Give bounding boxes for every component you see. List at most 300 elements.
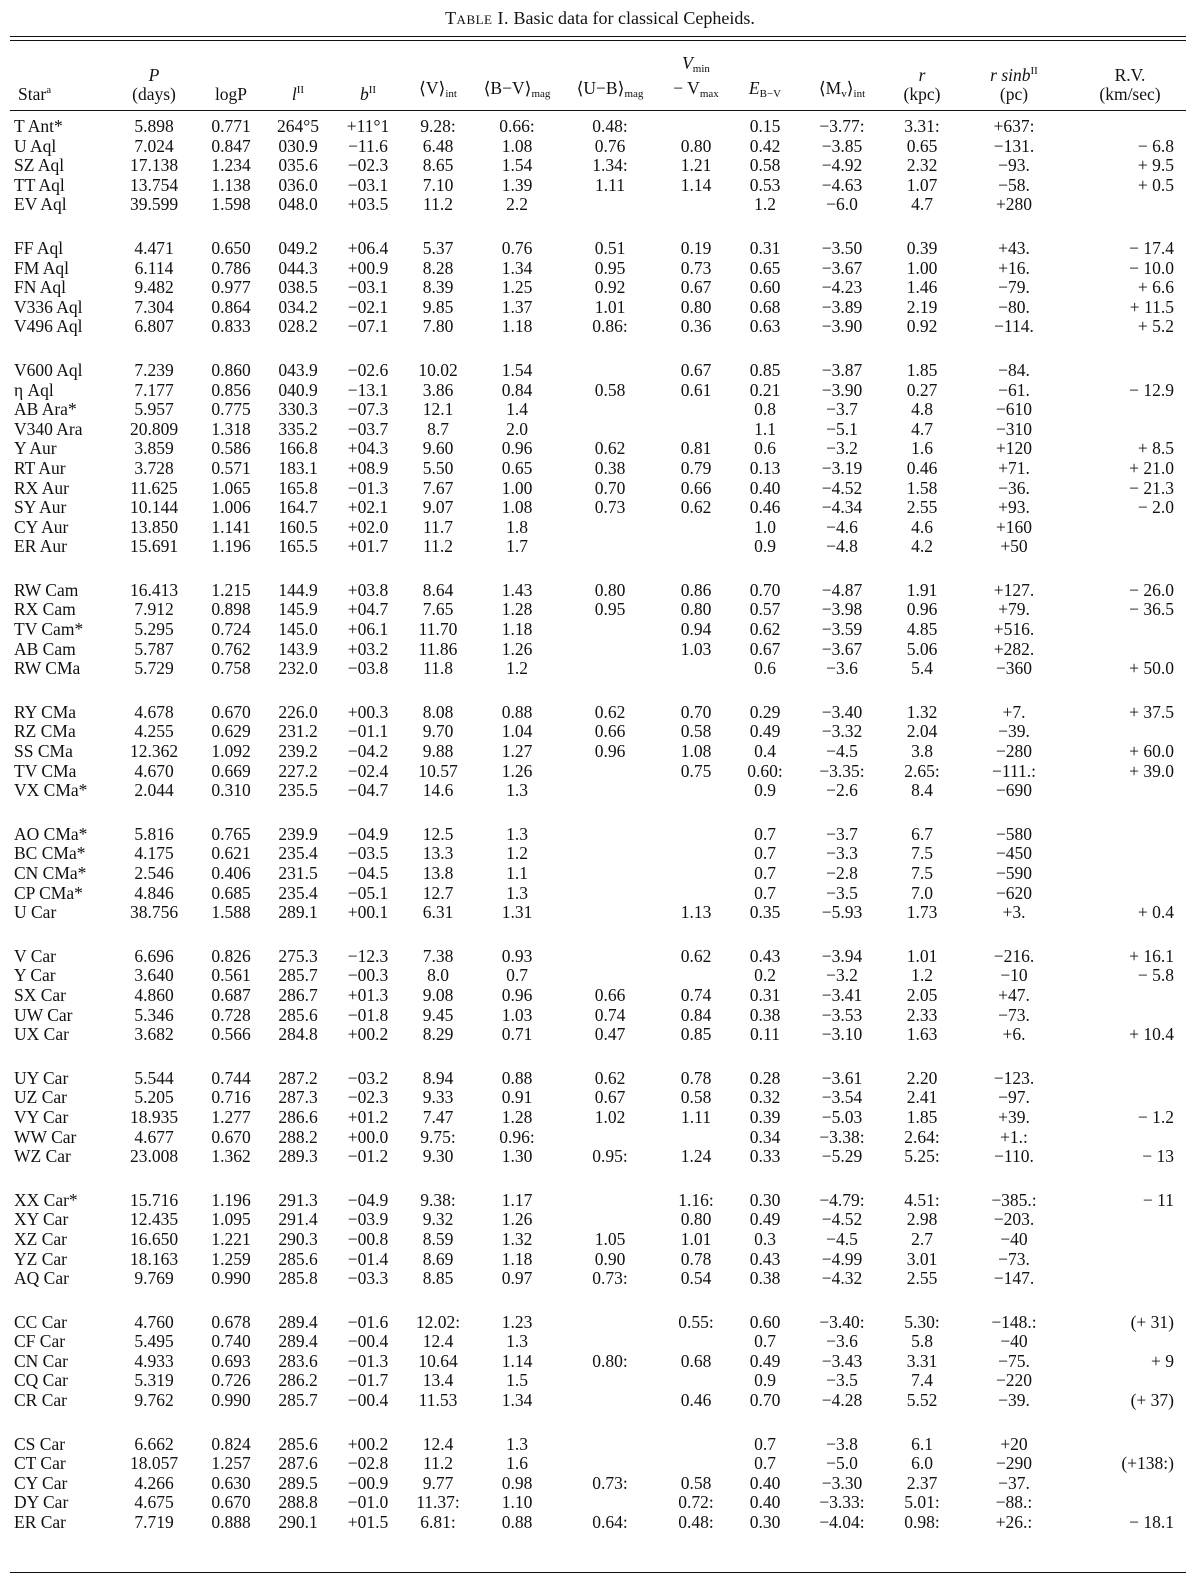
table-cell: −36. bbox=[998, 477, 1030, 498]
table-cell: 0.96 bbox=[906, 599, 938, 620]
table-cell: 1.39 bbox=[501, 174, 533, 195]
table-cell: 7.912 bbox=[134, 599, 174, 620]
table-cell: 0.7 bbox=[754, 1433, 776, 1454]
table-cell: 5.4 bbox=[911, 658, 933, 679]
table-cell: CR Car bbox=[14, 1390, 67, 1411]
table-cell: −4.5 bbox=[826, 741, 858, 762]
table-cell: 0.9 bbox=[754, 1370, 776, 1391]
table-cell: − 18.1 bbox=[1129, 1512, 1174, 1533]
table-cell: CP CMa* bbox=[14, 882, 83, 903]
table-cell: −3.98 bbox=[821, 599, 863, 620]
table-row bbox=[10, 1474, 1186, 1494]
table-row bbox=[10, 1230, 1186, 1250]
table-cell bbox=[564, 1210, 656, 1230]
table-cell: 12.362 bbox=[129, 741, 179, 762]
table-cell: +01.5 bbox=[347, 1512, 389, 1533]
table-cell: −01.8 bbox=[347, 1004, 389, 1025]
table-cell: 4.675 bbox=[134, 1492, 174, 1513]
table-cell: 0.38 bbox=[749, 1268, 781, 1289]
cepheid-table bbox=[10, 54, 1186, 1533]
table-row bbox=[10, 762, 1186, 782]
table-cell: AQ Car bbox=[14, 1268, 69, 1289]
table-cell: 0.39 bbox=[906, 237, 938, 258]
table-cell: VY Car bbox=[14, 1106, 69, 1127]
table-cell: −97. bbox=[998, 1087, 1030, 1108]
table-cell: 5.544 bbox=[134, 1067, 174, 1088]
table-cell: +50 bbox=[1000, 536, 1028, 557]
table-cell: 2.33 bbox=[906, 1004, 938, 1025]
table-cell bbox=[1074, 537, 1186, 557]
table-cell: 2.0 bbox=[506, 418, 528, 439]
table-cell: 2.20 bbox=[906, 1067, 938, 1088]
table-row bbox=[10, 703, 1186, 723]
table-cell: 18.057 bbox=[129, 1453, 179, 1474]
table-cell: +7. bbox=[1002, 701, 1026, 722]
table-cell: 0.46 bbox=[680, 1390, 712, 1411]
table-cell: −690 bbox=[995, 780, 1033, 801]
table-cell: 0.73 bbox=[594, 497, 626, 518]
table-cell: 2.55 bbox=[906, 1268, 938, 1289]
table-cell: −40 bbox=[1000, 1228, 1028, 1249]
table-cell: 1.03 bbox=[501, 1004, 533, 1025]
table-cell: −3.35: bbox=[819, 760, 865, 781]
table-cell: 0.833 bbox=[211, 316, 251, 337]
table-cell bbox=[1074, 1332, 1186, 1352]
table-cell: −6.0 bbox=[826, 194, 858, 215]
table-row bbox=[10, 600, 1186, 620]
table-cell: 38.756 bbox=[129, 902, 179, 923]
table-cell: 0.76 bbox=[501, 237, 533, 258]
table-cell: −2.6 bbox=[826, 780, 858, 801]
table-cell: UZ Car bbox=[14, 1087, 67, 1108]
table-cell: 5.50 bbox=[422, 457, 454, 478]
table-cell: 4.860 bbox=[134, 984, 174, 1005]
table-label: Table I. bbox=[445, 8, 509, 28]
table-cell bbox=[564, 537, 656, 557]
table-cell: −80. bbox=[998, 296, 1030, 317]
table-cell: +1.: bbox=[1000, 1126, 1028, 1147]
table-cell: 1.2 bbox=[506, 843, 528, 864]
table-cell: −02.3 bbox=[347, 155, 389, 176]
table-cell: 0.66 bbox=[594, 984, 626, 1005]
table-cell: 6.662 bbox=[134, 1433, 174, 1454]
table-cell: 4.255 bbox=[134, 721, 174, 742]
table-cell: 8.94 bbox=[422, 1067, 454, 1088]
table-cell: CQ Car bbox=[14, 1370, 68, 1391]
table-cell: 289.4 bbox=[278, 1331, 318, 1352]
table-cell: 5.06 bbox=[906, 638, 938, 659]
table-cell: 0.62 bbox=[594, 438, 626, 459]
table-cell: RW Cam bbox=[14, 579, 79, 600]
table-cell: 1.01 bbox=[906, 945, 938, 966]
table-cell: 1.85 bbox=[906, 359, 938, 380]
table-cell: 7.719 bbox=[134, 1512, 174, 1533]
table-cell: 1.00 bbox=[906, 257, 938, 278]
table-cell: −02.4 bbox=[347, 760, 389, 781]
table-cell bbox=[656, 1435, 736, 1455]
table-cell: 0.685 bbox=[211, 882, 251, 903]
table-cell: 7.177 bbox=[134, 379, 174, 400]
table-body bbox=[10, 117, 1186, 1533]
table-cell: −4.28 bbox=[821, 1390, 863, 1411]
table-cell bbox=[564, 884, 656, 904]
table-cell: 0.74 bbox=[680, 984, 712, 1005]
table-cell: −73. bbox=[998, 1248, 1030, 1269]
table-cell: SY Aur bbox=[14, 497, 67, 518]
table-cell: 1.21 bbox=[680, 155, 712, 176]
table-cell: 0.566 bbox=[211, 1024, 251, 1045]
table-cell: +127. bbox=[993, 579, 1035, 600]
table-cell: 3.640 bbox=[134, 965, 174, 986]
table-cell: 285.7 bbox=[278, 965, 318, 986]
table-cell: 0.94 bbox=[680, 619, 712, 640]
table-cell: +160 bbox=[995, 516, 1033, 537]
table-cell: FF Aql bbox=[14, 237, 64, 258]
table-cell: −93. bbox=[998, 155, 1030, 176]
table-cell: 0.898 bbox=[211, 599, 251, 620]
table-cell: 0.561 bbox=[211, 965, 251, 986]
table-cell: 8.69 bbox=[422, 1248, 454, 1269]
table-cell: 2.044 bbox=[134, 780, 174, 801]
table-cell: 160.5 bbox=[278, 516, 318, 537]
col-star: Star$^a$ bbox=[18, 84, 52, 104]
table-cell: 1.91 bbox=[906, 579, 938, 600]
table-cell: 8.59 bbox=[422, 1228, 454, 1249]
table-row bbox=[10, 1250, 1186, 1270]
table-cell bbox=[656, 518, 736, 538]
table-cell: −03.2 bbox=[347, 1067, 389, 1088]
table-cell: 8.4 bbox=[911, 780, 933, 801]
table-cell: 1.37 bbox=[501, 296, 533, 317]
table-cell: 291.4 bbox=[278, 1209, 318, 1230]
table-cell: 11.37: bbox=[416, 1492, 460, 1513]
table-cell: 12.5 bbox=[422, 823, 454, 844]
table-cell: 1.18 bbox=[501, 619, 533, 640]
table-cell: −4.63 bbox=[821, 174, 863, 195]
table-cell: −4.99 bbox=[821, 1248, 863, 1269]
table-cell: 1.0 bbox=[754, 516, 776, 537]
table-cell: +280 bbox=[995, 194, 1033, 215]
table-cell: 0.8 bbox=[754, 399, 776, 420]
table-cell: 1.54 bbox=[501, 359, 533, 380]
table-cell: 0.92 bbox=[906, 316, 938, 337]
table-cell: −3.38: bbox=[819, 1126, 865, 1147]
table-cell: −3.40 bbox=[821, 701, 863, 722]
table-cell bbox=[564, 518, 656, 538]
table-cell bbox=[1074, 117, 1186, 137]
group-spacer bbox=[10, 801, 1186, 825]
table-cell bbox=[656, 825, 736, 845]
table-cell: −61. bbox=[998, 379, 1030, 400]
table-cell: +00.2 bbox=[347, 1433, 389, 1454]
table-cell: −3.2 bbox=[826, 965, 858, 986]
group-spacer bbox=[10, 1167, 1186, 1191]
table-cell: 0.67 bbox=[680, 277, 712, 298]
table-cell bbox=[1074, 420, 1186, 440]
table-cell: 1.2 bbox=[911, 965, 933, 986]
table-cell bbox=[564, 361, 656, 381]
table-cell: −3.54 bbox=[821, 1087, 863, 1108]
table-cell: −75. bbox=[998, 1350, 1030, 1371]
table-cell: +282. bbox=[993, 638, 1035, 659]
table-cell: + 37.5 bbox=[1129, 701, 1174, 722]
table-cell: 1.3 bbox=[506, 882, 528, 903]
table-cell: 0.670 bbox=[211, 1126, 251, 1147]
table-cell bbox=[1074, 640, 1186, 660]
table-cell: 0.990 bbox=[211, 1268, 251, 1289]
table-cell: 0.85 bbox=[749, 359, 781, 380]
table-cell: −3.5 bbox=[826, 1370, 858, 1391]
table-cell: 1.26 bbox=[501, 638, 533, 659]
table-row bbox=[10, 864, 1186, 884]
table-cell: 0.826 bbox=[211, 945, 251, 966]
table-cell: 39.599 bbox=[129, 194, 179, 215]
table-row bbox=[10, 176, 1186, 196]
table-cell: 3.859 bbox=[134, 438, 174, 459]
group-spacer bbox=[10, 1045, 1186, 1069]
table-cell: −13.1 bbox=[347, 379, 389, 400]
table-cell bbox=[564, 1435, 656, 1455]
table-cell: 0.4 bbox=[754, 741, 776, 762]
table-row bbox=[10, 195, 1186, 215]
table-cell bbox=[1074, 1128, 1186, 1148]
table-cell: 235.5 bbox=[278, 780, 318, 801]
table-cell: 0.70 bbox=[749, 579, 781, 600]
table-cell: FM Aql bbox=[14, 257, 69, 278]
table-row bbox=[10, 640, 1186, 660]
group-spacer bbox=[10, 215, 1186, 239]
table-cell: +02.1 bbox=[347, 497, 389, 518]
table-cell: 4.933 bbox=[134, 1350, 174, 1371]
table-cell: 0.49 bbox=[749, 1209, 781, 1230]
table-cell: RW CMa bbox=[14, 658, 81, 679]
table-cell: 330.3 bbox=[278, 399, 318, 420]
table-cell: 036.0 bbox=[278, 174, 318, 195]
table-cell: 1.34: bbox=[592, 155, 628, 176]
table-cell: 0.33 bbox=[749, 1146, 781, 1167]
table-cell: −4.92 bbox=[821, 155, 863, 176]
table-row bbox=[10, 439, 1186, 459]
table-cell: 5.8 bbox=[911, 1331, 933, 1352]
table-cell: −203. bbox=[993, 1209, 1035, 1230]
table-cell: XY Car bbox=[14, 1209, 69, 1230]
table-cell: T Ant* bbox=[14, 116, 63, 136]
table-cell: 13.4 bbox=[422, 1370, 454, 1391]
table-cell bbox=[656, 1332, 736, 1352]
table-cell: UY Car bbox=[14, 1067, 69, 1088]
table-cell: 0.79 bbox=[680, 457, 712, 478]
table-cell: 1.2 bbox=[754, 194, 776, 215]
table-cell: 0.90 bbox=[594, 1248, 626, 1269]
table-cell: 226.0 bbox=[278, 701, 318, 722]
table-cell bbox=[564, 844, 656, 864]
table-row bbox=[10, 722, 1186, 742]
table-row bbox=[10, 298, 1186, 318]
table-cell: 6.114 bbox=[134, 257, 174, 278]
table-cell: 0.72: bbox=[678, 1492, 714, 1513]
table-cell: 6.81: bbox=[420, 1512, 456, 1533]
table-cell: 5.816 bbox=[134, 823, 174, 844]
table-cell bbox=[564, 1332, 656, 1352]
table-cell: − 2.0 bbox=[1137, 497, 1174, 518]
table-cell: −3.85 bbox=[821, 135, 863, 156]
table-cell: −10 bbox=[1000, 965, 1028, 986]
table-cell: 0.36 bbox=[680, 316, 712, 337]
table-cell: 9.08 bbox=[422, 984, 454, 1005]
table-cell: 0.11 bbox=[750, 1024, 780, 1045]
table-cell: −148.: bbox=[991, 1311, 1037, 1332]
table-cell: 5.295 bbox=[134, 619, 174, 640]
table-cell: V Car bbox=[14, 945, 56, 966]
table-cell: −3.90 bbox=[821, 316, 863, 337]
table-cell bbox=[656, 1371, 736, 1391]
table-cell: 7.304 bbox=[134, 296, 174, 317]
table-cell: −114. bbox=[994, 316, 1034, 337]
table-cell: 23.008 bbox=[129, 1146, 179, 1167]
table-cell: −4.52 bbox=[821, 1209, 863, 1230]
table-cell: 6.7 bbox=[911, 823, 933, 844]
table-cell: +6. bbox=[1002, 1024, 1026, 1045]
table-cell: 0.71 bbox=[501, 1024, 533, 1045]
table-cell: 0.73: bbox=[592, 1472, 628, 1493]
table-cell: TV CMa bbox=[14, 760, 77, 781]
table-cell: 4.175 bbox=[134, 843, 174, 864]
table-cell: 1.138 bbox=[211, 174, 251, 195]
table-cell: 038.5 bbox=[278, 277, 318, 298]
table-cell: 285.7 bbox=[278, 1390, 318, 1411]
table-cell: 0.68 bbox=[749, 296, 781, 317]
table-cell: 0.39 bbox=[749, 1106, 781, 1127]
table-cell bbox=[1074, 1371, 1186, 1391]
table-cell: 5.30: bbox=[904, 1311, 940, 1332]
table-cell: 0.46 bbox=[906, 457, 938, 478]
table-cell: +43. bbox=[998, 237, 1030, 258]
table-cell: − 17.4 bbox=[1129, 237, 1174, 258]
table-cell: −3.67 bbox=[821, 638, 863, 659]
table-cell bbox=[1074, 361, 1186, 381]
table-cell: 0.73 bbox=[680, 257, 712, 278]
table-cell bbox=[656, 844, 736, 864]
table-cell: 239.9 bbox=[278, 823, 318, 844]
table-cell: −00.3 bbox=[347, 965, 389, 986]
table-cell: −39. bbox=[998, 1390, 1030, 1411]
table-cell: 9.07 bbox=[422, 497, 454, 518]
table-cell bbox=[1074, 1006, 1186, 1026]
table-cell: −3.10 bbox=[821, 1024, 863, 1045]
table-cell: + 21.0 bbox=[1129, 457, 1174, 478]
table-cell: 0.724 bbox=[211, 619, 251, 640]
group-spacer bbox=[10, 1411, 1186, 1435]
table-cell: 0.66: bbox=[499, 116, 535, 136]
table-cell: + 11.5 bbox=[1129, 296, 1174, 317]
table-cell: 0.46 bbox=[749, 497, 781, 518]
table-row bbox=[10, 884, 1186, 904]
table-cell: 1.221 bbox=[211, 1228, 251, 1249]
table-cell: 0.74 bbox=[594, 1004, 626, 1025]
table-cell: 0.93 bbox=[501, 945, 533, 966]
top-rule-1 bbox=[10, 36, 1186, 37]
table-caption bbox=[0, 8, 1200, 29]
table-cell: −3.30 bbox=[821, 1472, 863, 1493]
table-cell: 0.621 bbox=[211, 843, 251, 864]
table-cell: 0.13 bbox=[749, 457, 781, 478]
table-cell: −4.5 bbox=[826, 1228, 858, 1249]
table-cell: −58. bbox=[998, 174, 1030, 195]
table-cell: 1.01 bbox=[594, 296, 626, 317]
table-cell: 1.3 bbox=[506, 1433, 528, 1454]
table-cell: 0.21 bbox=[749, 379, 781, 400]
table-cell: +00.3 bbox=[347, 701, 389, 722]
table-cell: 0.30 bbox=[749, 1189, 781, 1210]
table-cell: CY Car bbox=[14, 1472, 68, 1493]
table-cell: 1.1 bbox=[754, 418, 776, 439]
table-row bbox=[10, 986, 1186, 1006]
table-cell bbox=[564, 1191, 656, 1211]
table-cell bbox=[564, 659, 656, 679]
table-cell: 0.62 bbox=[680, 945, 712, 966]
table-cell: −2.8 bbox=[826, 863, 858, 883]
table-cell: 049.2 bbox=[278, 237, 318, 258]
table-cell: 13.850 bbox=[129, 516, 179, 537]
table-cell: 1.04 bbox=[501, 721, 533, 742]
table-cell: 4.8 bbox=[911, 399, 933, 420]
table-cell: −4.8 bbox=[826, 536, 858, 557]
table-cell: 7.5 bbox=[911, 863, 933, 883]
table-cell: + 10.4 bbox=[1129, 1024, 1174, 1045]
table-cell: 6.1 bbox=[911, 1433, 933, 1454]
table-cell bbox=[656, 659, 736, 679]
col-amplitude: $V_{min}$ − $V_{max}$ bbox=[673, 53, 719, 100]
table-cell: +637: bbox=[993, 116, 1035, 136]
table-cell: RY CMa bbox=[14, 701, 77, 722]
group-spacer bbox=[10, 679, 1186, 703]
table-cell: + 9 bbox=[1151, 1350, 1174, 1371]
table-cell: +04.7 bbox=[347, 599, 389, 620]
table-cell: 0.88 bbox=[501, 1067, 533, 1088]
table-cell: 1.196 bbox=[211, 1189, 251, 1210]
table-cell: 0.70 bbox=[594, 477, 626, 498]
table-cell: 9.75: bbox=[420, 1126, 456, 1147]
table-cell: 0.80: bbox=[592, 1350, 628, 1371]
table-row bbox=[10, 1210, 1186, 1230]
table-cell: −147. bbox=[993, 1268, 1035, 1289]
table-cell: 8.64 bbox=[422, 579, 454, 600]
table-cell: + 39.0 bbox=[1129, 760, 1174, 781]
table-row bbox=[10, 620, 1186, 640]
table-cell: 2.41 bbox=[906, 1087, 938, 1108]
table-cell: 11.53 bbox=[418, 1390, 458, 1411]
table-cell bbox=[656, 1128, 736, 1148]
table-cell: 9.28: bbox=[420, 116, 456, 136]
table-cell: 5.25: bbox=[904, 1146, 940, 1167]
table-cell: 1.259 bbox=[211, 1248, 251, 1269]
table-cell: 0.670 bbox=[211, 701, 251, 722]
table-cell: 0.54 bbox=[680, 1268, 712, 1289]
table-cell: −5.03 bbox=[821, 1106, 863, 1127]
table-cell: 15.691 bbox=[129, 536, 179, 557]
table-cell: 0.62 bbox=[594, 1067, 626, 1088]
table-cell: 290.1 bbox=[278, 1512, 318, 1533]
table-cell bbox=[1074, 1269, 1186, 1289]
table-cell: 0.51 bbox=[594, 237, 626, 258]
table-cell: 232.0 bbox=[278, 658, 318, 679]
table-row bbox=[10, 1006, 1186, 1026]
table-cell: −3.32 bbox=[821, 721, 863, 742]
table-cell: Y Car bbox=[14, 965, 56, 986]
table-cell: 1.7 bbox=[506, 536, 528, 557]
table-cell: 291.3 bbox=[278, 1189, 318, 1210]
table-cell: 0.726 bbox=[211, 1370, 251, 1391]
